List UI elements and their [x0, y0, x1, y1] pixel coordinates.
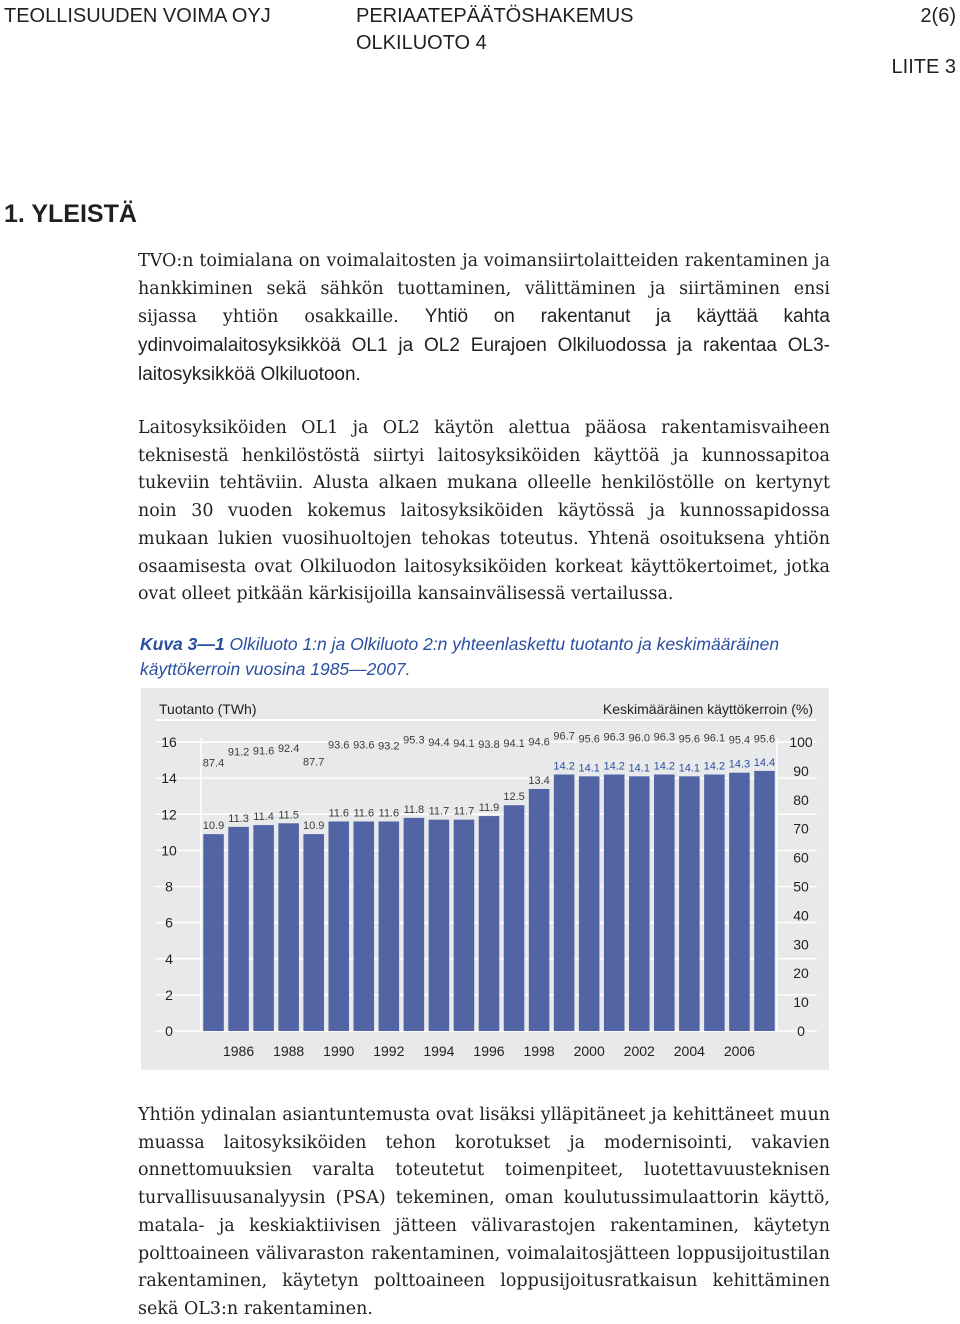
production-value-label: 14.2	[603, 760, 625, 773]
right-tick-label: 80	[793, 791, 809, 808]
x-tick-label: 2000	[573, 1043, 605, 1059]
x-tick-label: 1988	[273, 1043, 305, 1059]
load-factor-label: 96.3	[603, 731, 625, 744]
document-title: PERIAATEPÄÄTÖSHAKEMUS	[356, 5, 634, 27]
left-tick-label: 4	[165, 950, 173, 967]
production-value-label: 10.9	[202, 820, 225, 833]
left-tick-label: 12	[161, 806, 177, 823]
x-tick-label: 1992	[373, 1043, 405, 1059]
load-factor-label: 92.4	[277, 742, 300, 755]
load-factor-label: 87.7	[302, 756, 325, 769]
production-bar	[203, 834, 224, 1031]
production-value-label: 10.9	[302, 820, 325, 833]
section-heading: 1. YLEISTÄ	[4, 200, 137, 228]
right-tick-label: 50	[793, 878, 809, 895]
production-bar	[554, 775, 575, 1031]
right-axis-title: Keskimääräinen käyttökerroin (%)	[602, 701, 813, 717]
load-factor-label: 95.6	[753, 733, 776, 746]
load-factor-label: 96.7	[553, 730, 575, 743]
production-value-label: 14.4	[753, 756, 776, 769]
production-value-label: 14.2	[703, 760, 726, 773]
load-factor-label: 93.6	[328, 739, 350, 752]
production-value-label: 11.7	[453, 805, 475, 818]
left-tick-label: 14	[161, 770, 177, 787]
production-bar	[504, 805, 525, 1031]
load-factor-label: 94.1	[503, 738, 525, 751]
load-factor-label: 93.8	[478, 738, 500, 751]
right-tick-label: 30	[793, 936, 809, 953]
production-bar	[729, 773, 750, 1031]
x-tick-label: 1994	[423, 1043, 455, 1059]
production-bar	[303, 834, 324, 1031]
right-tick-label: 90	[793, 762, 809, 779]
production-value-label: 11.6	[378, 807, 400, 820]
x-tick-label: 1990	[323, 1043, 355, 1059]
production-value-label: 11.9	[478, 802, 500, 815]
load-factor-label: 94.6	[528, 736, 550, 749]
right-tick-label: 0	[797, 1023, 805, 1039]
production-value-label: 11.6	[353, 807, 375, 820]
figure-caption	[140, 632, 830, 682]
left-axis-title: Tuotanto (TWh)	[159, 701, 257, 717]
production-bar	[679, 776, 700, 1031]
production-value-label: 14.2	[553, 760, 575, 773]
production-value-label: 13.4	[528, 774, 550, 787]
left-tick-label: 6	[165, 914, 173, 931]
left-tick-label: 0	[165, 1023, 173, 1039]
paragraph-intro-part2: Yhtiö on rakentanut ja käyttää kahta ydinvoimalaitosyksikköä OL1 ja OL2 Eurajoen Olkiluodossa ja rakentaa OL3-laitosyksikköä Olkiluotoon.	[138, 306, 830, 385]
left-tick-label: 2	[165, 986, 173, 1003]
load-factor-label: 91.6	[252, 745, 275, 758]
production-bar	[253, 825, 274, 1031]
production-bar	[379, 821, 400, 1031]
production-bar	[579, 776, 600, 1031]
production-bar	[228, 827, 249, 1031]
production-bar	[404, 818, 425, 1031]
production-bar	[278, 823, 299, 1031]
load-factor-label: 95.6	[678, 733, 701, 746]
production-bar	[354, 821, 375, 1031]
production-bar	[654, 775, 675, 1031]
chart-svg	[141, 688, 829, 1070]
production-chart	[141, 688, 829, 1070]
production-value-label: 11.6	[328, 807, 350, 820]
load-factor-label: 93.2	[378, 740, 400, 753]
x-tick-label: 2002	[623, 1043, 655, 1059]
load-factor-label: 95.3	[403, 734, 425, 747]
x-tick-label: 2004	[673, 1043, 705, 1059]
production-value-label: 11.5	[278, 809, 299, 822]
production-value-label: 11.8	[403, 803, 425, 816]
production-bar	[429, 820, 450, 1031]
production-bar	[629, 776, 650, 1031]
document-subtitle: OLKILUOTO 4	[356, 32, 487, 54]
load-factor-label: 96.3	[653, 731, 676, 744]
production-bar	[704, 775, 725, 1031]
production-value-label: 12.5	[503, 791, 525, 804]
x-tick-label: 2006	[723, 1043, 756, 1059]
paragraph-intro-part1: TVO:n toimialana on voimalaitosten ja voimansiirtolaitteiden rakentaminen ja hankkiminen sekä sähkön tuottaminen, välittäminen ja siirtäminen ensi sijassa yhtiön osakkaille.	[138, 251, 830, 328]
paragraph-expertise: Yhtiön ydinalan asiantuntemusta ovat lisäksi ylläpitäneet ja kehittäneet muun muassa laitosyksiköiden tehon korotukset ja modernisointi, vakavien onnettomuuksien varalta toteutetut toimenpiteet, luotettavuusteknisen turvallisuusanalyysin (PSA) tekeminen, oman koulutussimulaattorin käyttö, matala- ja keskiaktiivisen jätteen välivarastojen rakentaminen, käytetyn polttoaineen välivaraston rakentaminen, voimalaitosjätteen loppusijoitustilan rakentaminen, käytetyn polttoaineen loppusijoitusratkaisun kehittäminen sekä OL3:n rakentaminen.	[138, 1105, 830, 1319]
appendix-label: LIITE 3	[891, 56, 956, 78]
company-name: TEOLLISUUDEN VOIMA OYJ	[4, 5, 271, 27]
production-bar	[604, 775, 625, 1031]
load-factor-label: 87.4	[202, 757, 225, 770]
load-factor-label: 95.6	[578, 733, 600, 746]
figure-caption-text: Olkiluoto 1:n ja Olkiluoto 2:n yhteenlaskettu tuotanto ja keskimääräinen käyttökerroin vuosina 1985—2007.	[140, 634, 780, 679]
production-bar	[479, 816, 500, 1031]
production-value-label: 14.3	[728, 758, 751, 771]
production-value-label: 14.2	[653, 760, 676, 773]
production-value-label: 11.3	[228, 812, 249, 825]
load-factor-label: 94.1	[453, 738, 475, 751]
production-value-label: 14.1	[678, 762, 701, 775]
load-factor-label: 96.1	[703, 732, 726, 745]
production-bar	[529, 789, 550, 1031]
paragraph-personnel: Laitosyksiköiden OL1 ja OL2 käytön alettua pääosa rakentamisvaiheen teknisestä henkilöstöstä siirtyi laitosyksiköiden käyttöä ja kunnossapitoa tukeviin tehtäviin. Alusta alkaen mukana olleelle henkilöstölle on kertynyt noin 30 vuoden kokemus laitosyksiköiden käytössä ja kunnossapidossa mukaan lukien vuosihuoltojen tehokas toteutus. Yhtenä osoituksena yhtiön osaamisesta ovat Olkiluodon laitosyksiköiden korkeat käyttökertoimet, jotka ovat olleet pitkään kärkisijoilla kansainvälisessä vertailussa.	[138, 418, 830, 605]
page-number: 2(6)	[920, 5, 956, 27]
load-factor-label: 96.0	[628, 732, 650, 745]
left-tick-label: 8	[165, 878, 173, 895]
production-bar	[754, 771, 775, 1031]
load-factor-label: 93.6	[353, 739, 375, 752]
load-factor-label: 94.4	[428, 737, 450, 750]
x-tick-label: 1986	[222, 1043, 255, 1059]
load-factor-label: 95.4	[728, 734, 751, 747]
right-tick-label: 60	[793, 849, 809, 866]
right-tick-label: 40	[793, 907, 809, 924]
production-value-label: 11.4	[253, 811, 274, 824]
load-factor-label: 91.2	[227, 746, 250, 759]
figure-label: Kuva 3—1	[140, 634, 225, 654]
production-value-label: 11.7	[428, 805, 450, 818]
production-value-label: 14.1	[578, 762, 600, 775]
x-tick-label: 1998	[523, 1043, 555, 1059]
paragraph-intro	[138, 248, 830, 390]
x-tick-label: 1996	[473, 1043, 505, 1059]
left-tick-label: 16	[161, 734, 177, 750]
right-tick-label: 70	[793, 820, 809, 837]
left-tick-label: 10	[161, 842, 177, 859]
right-tick-label: 100	[789, 734, 813, 750]
production-value-label: 14.1	[628, 762, 650, 775]
production-bar	[328, 821, 349, 1031]
production-bar	[454, 820, 475, 1031]
right-tick-label: 20	[793, 965, 809, 982]
right-tick-label: 10	[793, 994, 809, 1011]
